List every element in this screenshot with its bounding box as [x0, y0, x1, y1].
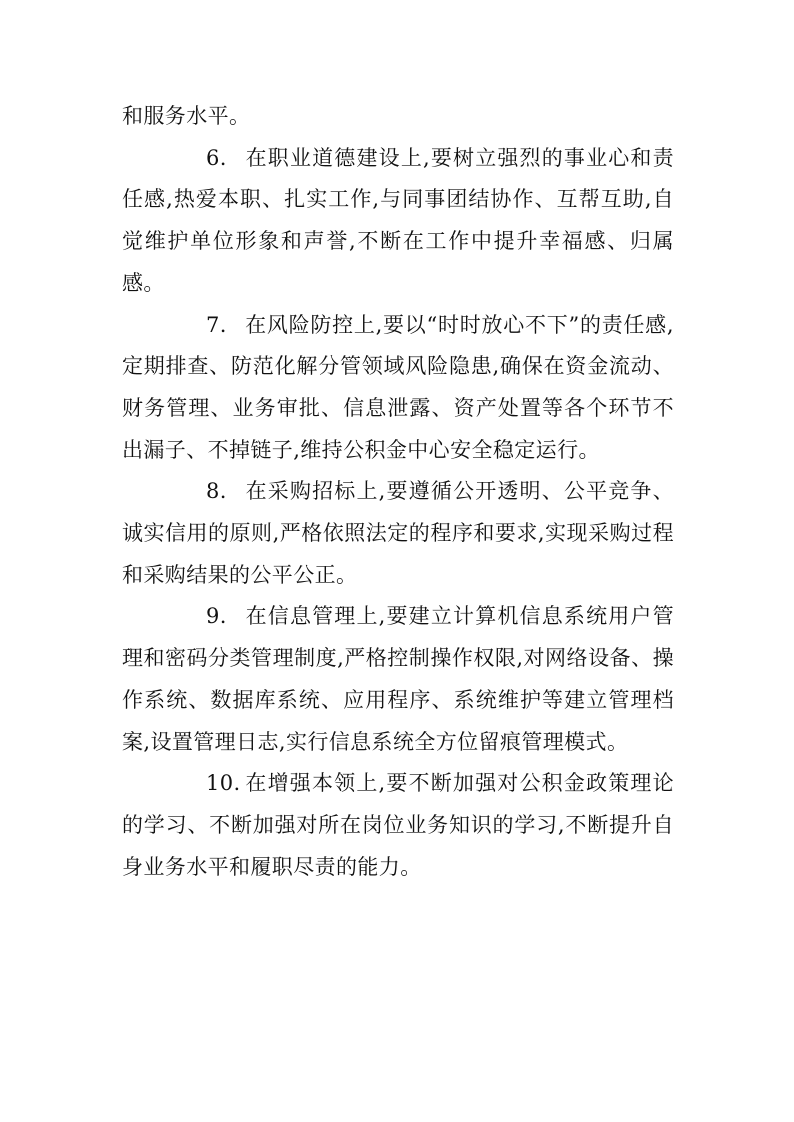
- paragraph-text: 在信息管理上,要建立计算机信息系统用户管理和密码分类管理制度,严格控制操作权限,对网络设备、操作系统、数据库系统、应用程序、系统维护等建立管理档案,设置管理日志,实行信息系统全方位留痕管理模式。: [122, 604, 674, 754]
- paragraph-item-8: [122, 471, 674, 596]
- paragraph-text: 和服务水平。: [122, 104, 251, 128]
- document-body: [122, 96, 674, 888]
- item-number: 10.: [206, 771, 241, 796]
- paragraph-item-10: [122, 763, 674, 888]
- paragraph-text: 在职业道德建设上,要树立强烈的事业心和责任感,热爱本职、扎实工作,与同事团结协作、互帮互助,自觉维护单位形象和声誉,不断在工作中提升幸福感、归属感。: [122, 145, 674, 295]
- paragraph-item-6: [122, 138, 674, 305]
- paragraph-item-9: [122, 596, 674, 763]
- item-number: 6.: [206, 145, 227, 170]
- item-number: 8.: [206, 479, 227, 504]
- item-number: 7.: [206, 312, 227, 337]
- paragraph-continuation: [122, 96, 674, 138]
- paragraph-item-7: [122, 305, 674, 472]
- paragraph-text: 在风险防控上,要以“时时放心不下”的责任感,定期排查、防范化解分管领域风险隐患,确保在资金流动、财务管理、业务审批、信息泄露、资产处置等各个环节不出漏子、不掉链子,维持公积金中心安全稳定运行。: [122, 312, 674, 462]
- item-number: 9.: [206, 604, 227, 629]
- paragraph-text: 在采购招标上,要遵循公开透明、公平竞争、诚实信用的原则,严格依照法定的程序和要求,实现采购过程和采购结果的公平公正。: [122, 479, 674, 587]
- paragraph-text: 在增强本领上,要不断加强对公积金政策理论的学习、不断加强对所在岗位业务知识的学习,不断提升自身业务水平和履职尽责的能力。: [122, 771, 674, 879]
